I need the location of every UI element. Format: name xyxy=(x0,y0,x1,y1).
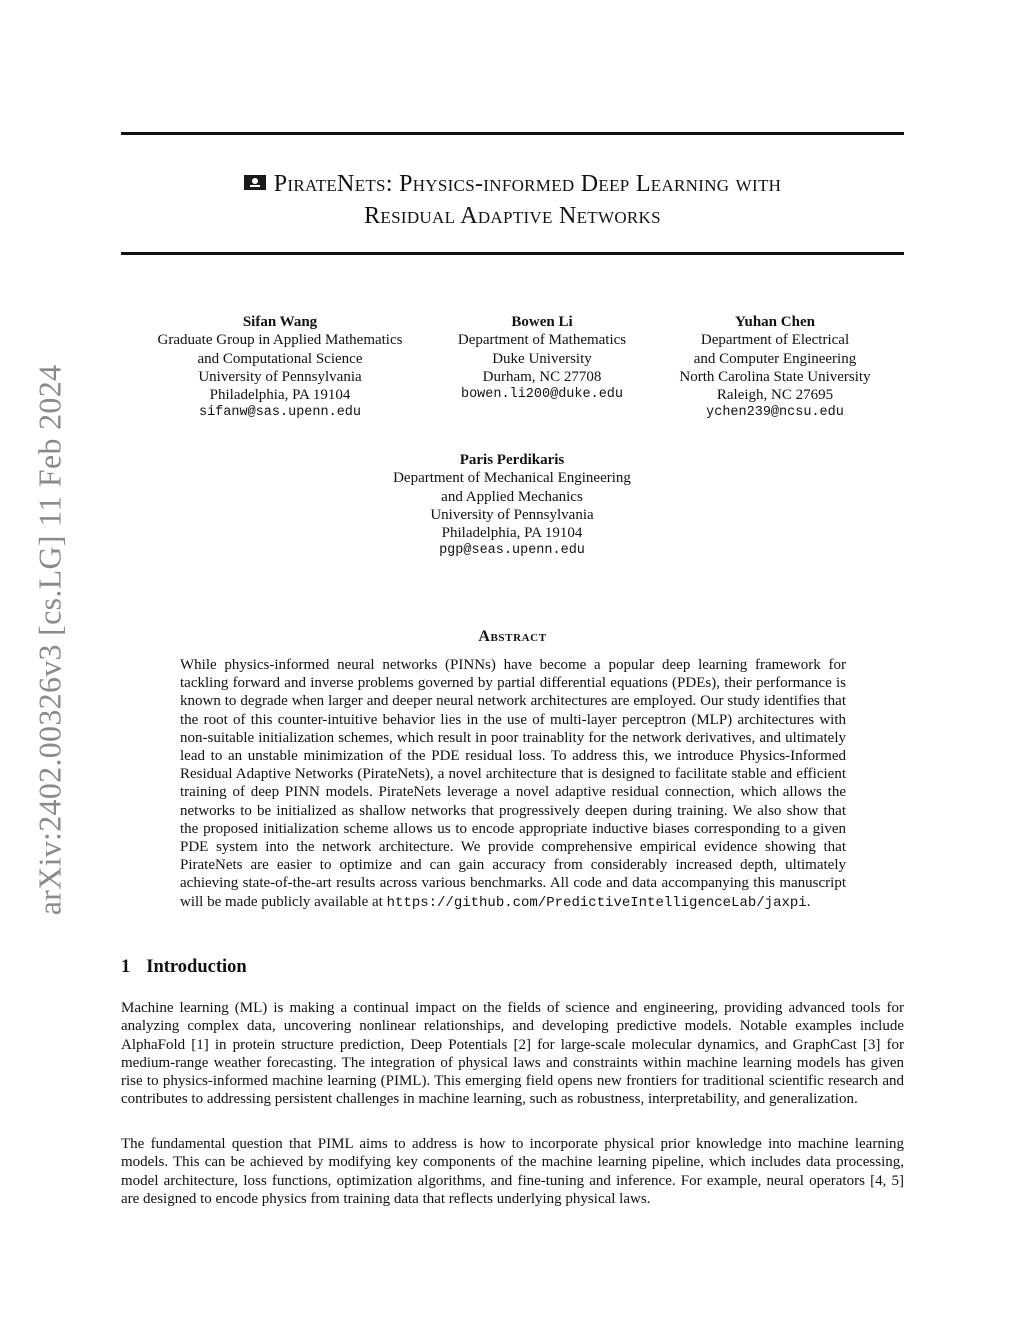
author-affiliation-line: Department of Electrical xyxy=(700,332,850,349)
title-rule-bottom xyxy=(121,252,904,255)
pirate-flag-icon xyxy=(244,175,266,190)
section-title: Introduction xyxy=(146,957,247,977)
author-name: Paris Perdikaris xyxy=(459,452,565,468)
author-affiliation-line: Department of Mathematics xyxy=(457,332,627,349)
title-line-1: PirateNets: Physics-informed Deep Learning with xyxy=(273,171,782,197)
intro-paragraph-1: Machine learning (ML) is making a continual impact on the fields of science and engineering, providing advanced tools for analyzing complex data, uncovering nonlinear relationships, and developing predictive models. Notable examples include AlphaFold [1] in protein structure prediction, Deep Potentials [2] for large-scale molecular dynamics, and GraphCast [3] for medium-range weather forecasting. The integration of physical laws and constraints within machine learning models has given rise to physics-informed machine learning (PIML). This emerging field opens new frontiers for traditional scientific research and contributes to addressing persistent challenges in machine learning, such as robustness, interpretability, and generalization. xyxy=(121,1000,904,1108)
author-affiliation-line: North Carolina State University xyxy=(679,368,871,385)
author-affiliation-line: and Computational Science xyxy=(197,350,363,367)
title-line-2: Residual Adaptive Networks xyxy=(364,203,661,229)
author-affiliation-line: University of Pennsylvania xyxy=(430,506,594,523)
author-affiliation-line: Philadelphia, PA 19104 xyxy=(209,387,351,404)
section-number: 1 xyxy=(121,957,131,977)
abstract-text: While physics-informed neural networks (PINNs) have become a popular deep learning framework for tackling forward and inverse problems governed by partial differential equations (PDEs), their performance is known to degrade when larger and deeper neural network architectures are employed. Our study identifies that the root of this counter-intuitive behavior lies in the use of multi-layer perceptron (MLP) architectures with non-suitable initialization schemes, which result in poor trainablity for the network derivatives, and ultimately lead to an unstable minimization of the PDE residual loss. To address this, we introduce Physics-Informed Residual Adaptive Networks (PirateNets), a novel architecture that is designed to facilitate stable and efficient training of deep PINN models. PirateNets leverage a novel adaptive residual connection, which allows the networks to be initialized as shallow networks that progressively deepen during training. We also show that the proposed initialization scheme allows us to encode appropriate inductive biases corresponding to a given PDE system into the network architecture. We provide comprehensive empirical evidence showing that PirateNets are easier to optimize and can gain accuracy from considerably increased depth, ultimately achieving state-of-the-art results across various benchmarks. All code and data accompanying this manuscript will be made publicly available at xyxy=(180,657,846,910)
author-affiliation-line: Philadelphia, PA 19104 xyxy=(441,525,583,542)
code-repository-link[interactable]: https://github.com/PredictiveIntelligenceLab/jaxpi xyxy=(386,894,807,911)
author-name: Bowen Li xyxy=(511,314,573,330)
abstract-end-punctuation: . xyxy=(806,893,811,910)
author-email[interactable]: bowen.li200@duke.edu xyxy=(460,387,624,403)
title-rule-top xyxy=(121,132,904,135)
author-affiliation-line: Graduate Group in Applied Mathematics xyxy=(157,332,403,349)
intro-paragraph-2: The fundamental question that PIML aims to address is how to incorporate physical prior knowledge into machine learning models. This can be achieved by modifying key components of the machine learning pipeline, which includes data processing, model architecture, loss functions, optimization algorithms, and fine-tuning and inference. For example, neural operators [4, 5] are designed to encode physics from training data that reflects underlying physical laws. xyxy=(121,1136,904,1207)
author-affiliation-line: Department of Mechanical Engineering xyxy=(393,470,631,487)
author-name: Yuhan Chen xyxy=(735,314,815,330)
author-email[interactable]: pgp@seas.upenn.edu xyxy=(439,543,585,559)
author-affiliation-line: Durham, NC 27708 xyxy=(482,368,602,385)
author-block-2 xyxy=(422,313,662,404)
author-name: Sifan Wang xyxy=(242,314,318,330)
author-block-1 xyxy=(130,313,430,423)
author-affiliation-line: University of Pennsylvania xyxy=(198,368,362,385)
author-block-3 xyxy=(650,313,900,423)
author-affiliation-line: Duke University xyxy=(492,350,592,367)
paper-title xyxy=(121,168,904,232)
author-block-4 xyxy=(362,451,662,561)
author-email[interactable]: sifanw@sas.upenn.edu xyxy=(198,405,362,421)
abstract-heading: Abstract xyxy=(478,628,547,645)
section-heading xyxy=(121,957,247,978)
author-affiliation-line: and Computer Engineering xyxy=(693,350,857,367)
author-email[interactable]: ychen239@ncsu.edu xyxy=(706,405,844,421)
author-affiliation-line: Raleigh, NC 27695 xyxy=(716,387,834,404)
abstract-body xyxy=(180,656,846,912)
arxiv-identifier: arXiv:2402.00326v3 [cs.LG] 11 Feb 2024 xyxy=(31,364,68,916)
author-affiliation-line: and Applied Mechanics xyxy=(441,488,583,505)
